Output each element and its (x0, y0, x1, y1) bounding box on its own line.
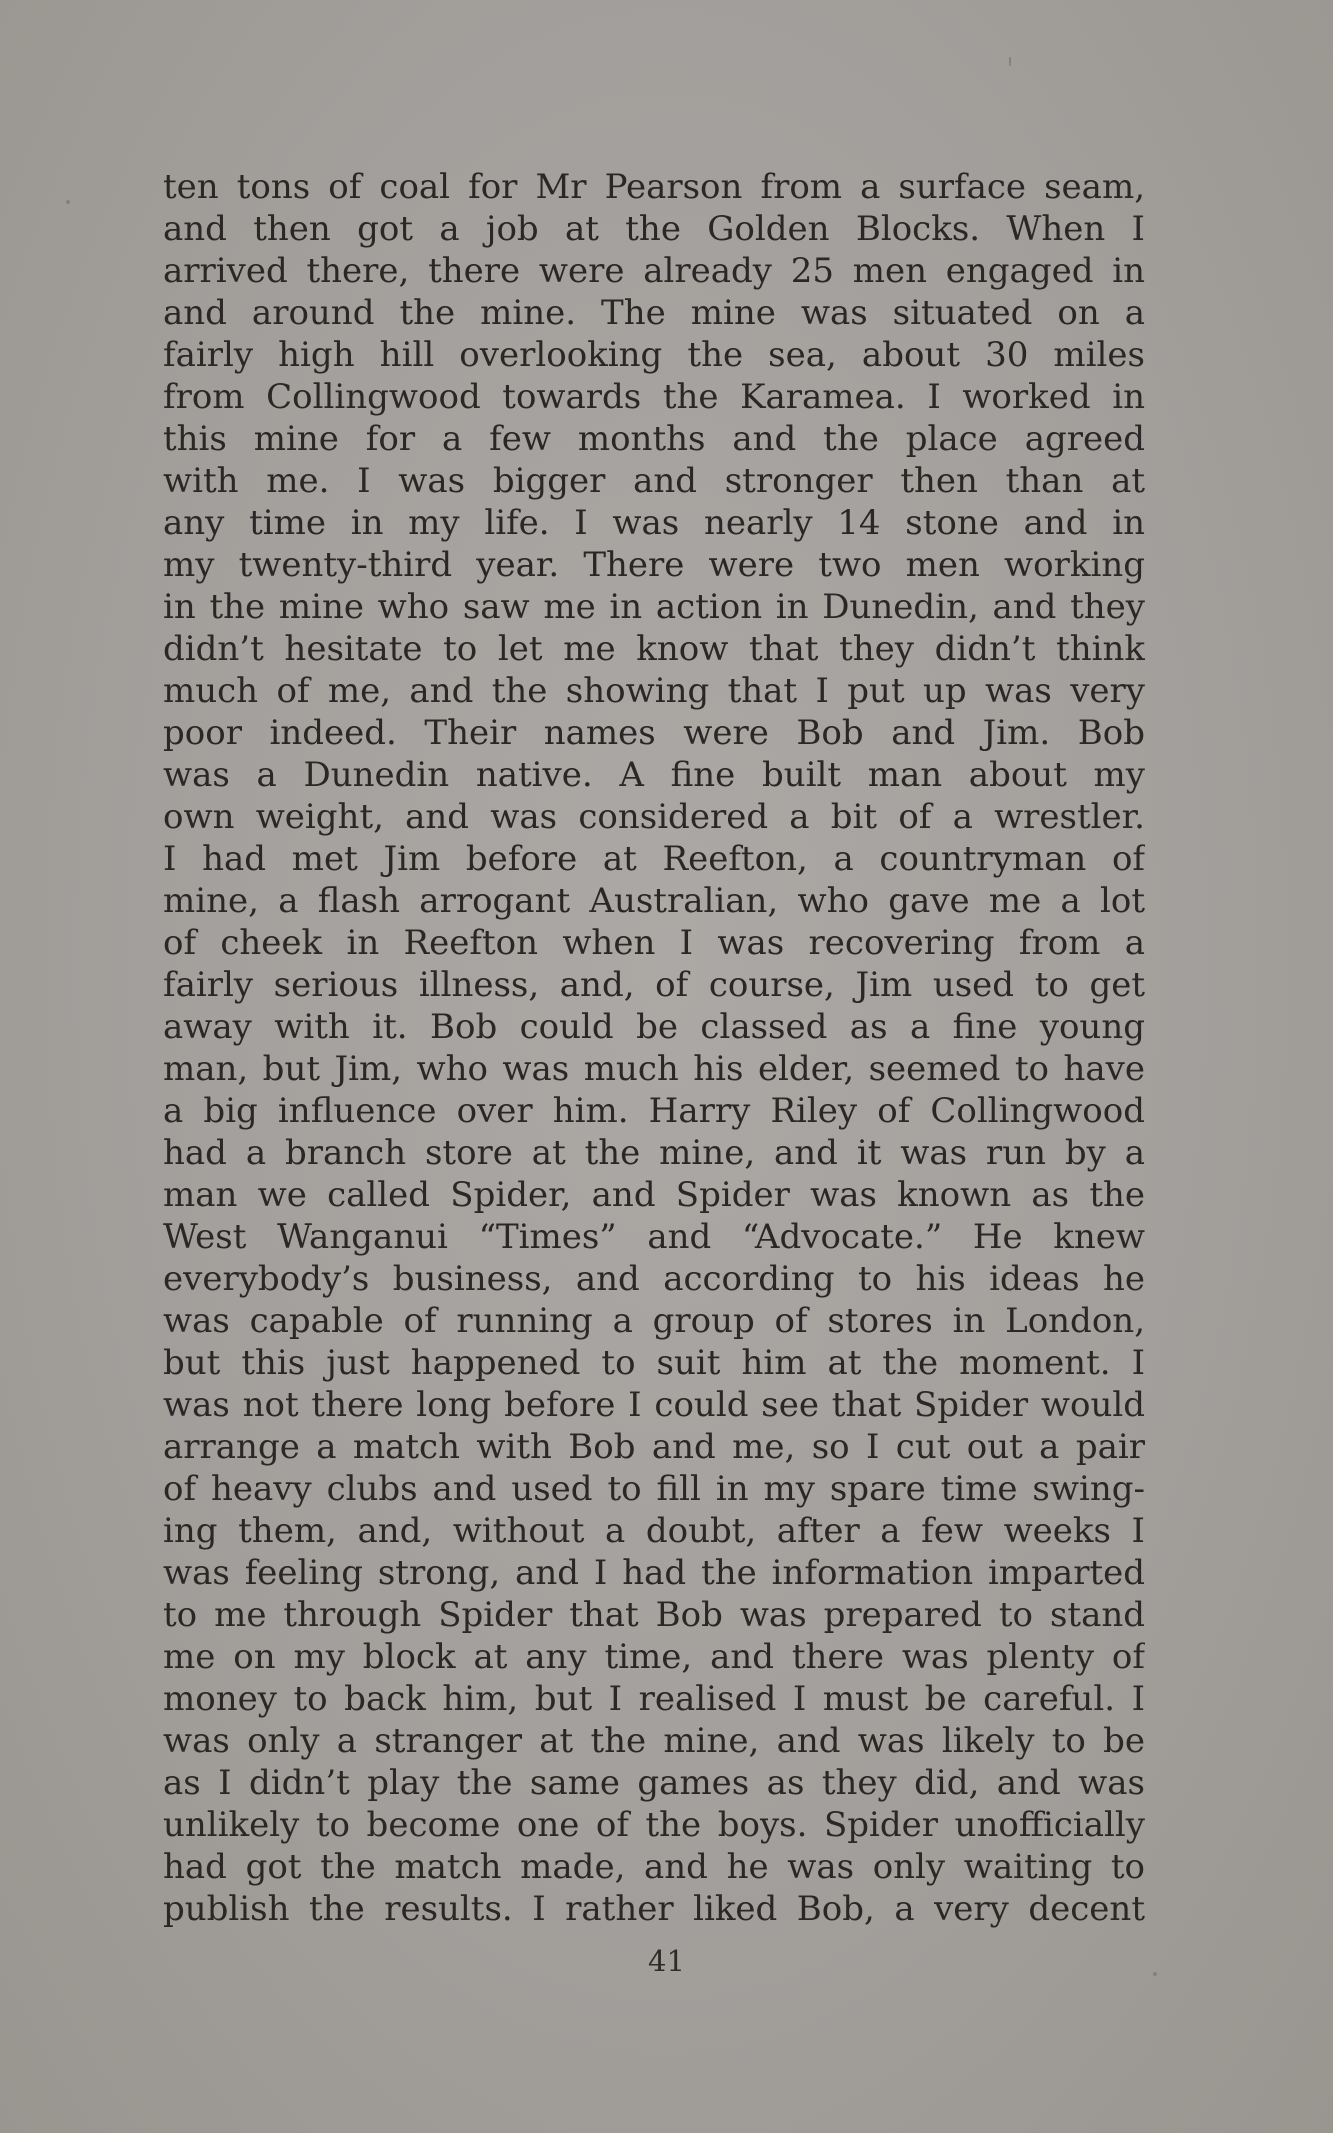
text-line: poor indeed. Their names were Bob and Jim. Bob (163, 713, 1145, 753)
text-line: was feeling strong, and I had the information imparted (163, 1553, 1145, 1593)
text-line: was not there long before I could see that Spider would (163, 1385, 1145, 1425)
text-line: of heavy clubs and used to fill in my spare time swing- (163, 1469, 1145, 1509)
body-text (163, 166, 1145, 1930)
text-line: own weight, and was considered a bit of a wrestler. (163, 797, 1145, 837)
text-line: mine, a flash arrogant Australian, who gave me a lot (163, 881, 1145, 921)
text-line: but this just happened to suit him at the moment. I (163, 1343, 1145, 1383)
text-line: in the mine who saw me in action in Dunedin, and they (163, 587, 1145, 627)
paper-speck (1009, 57, 1011, 66)
text-line: fairly high hill overlooking the sea, about 30 miles (163, 335, 1145, 375)
text-line: everybody’s business, and according to his ideas he (163, 1259, 1145, 1299)
text-line: and around the mine. The mine was situated on a (163, 293, 1145, 333)
text-line: unlikely to become one of the boys. Spider unofficially (163, 1805, 1145, 1845)
text-line: didn’t hesitate to let me know that they didn’t think (163, 629, 1145, 669)
text-line: away with it. Bob could be classed as a fine young (163, 1007, 1145, 1047)
page-number: 41 (648, 1944, 685, 1978)
text-line: was a Dunedin native. A fine built man about my (163, 755, 1145, 795)
text-line: fairly serious illness, and, of course, Jim used to get (163, 965, 1145, 1005)
text-line: had got the match made, and he was only waiting to (163, 1847, 1145, 1887)
text-line: from Collingwood towards the Karamea. I worked in (163, 377, 1145, 417)
text-line: any time in my life. I was nearly 14 stone and in (163, 503, 1145, 543)
text-line: arrange a match with Bob and me, so I cut out a pair (163, 1427, 1145, 1467)
text-line: ing them, and, without a doubt, after a few weeks I (163, 1511, 1145, 1551)
text-line: this mine for a few months and the place agreed (163, 419, 1145, 459)
text-line: man, but Jim, who was much his elder, seemed to have (163, 1049, 1145, 1089)
text-line: publish the results. I rather liked Bob, a very decent (163, 1889, 1145, 1929)
text-line: me on my block at any time, and there was plenty of (163, 1637, 1145, 1677)
paper-speck (66, 200, 70, 204)
text-line: was only a stranger at the mine, and was likely to be (163, 1721, 1145, 1761)
text-line: to me through Spider that Bob was prepared to stand (163, 1595, 1145, 1635)
text-line: West Wanganui “Times” and “Advocate.” He knew (163, 1217, 1145, 1257)
text-line: as I didn’t play the same games as they did, and was (163, 1763, 1145, 1803)
text-line: I had met Jim before at Reefton, a countryman of (163, 839, 1145, 879)
text-line: a big influence over him. Harry Riley of Collingwood (163, 1091, 1145, 1131)
text-line: of cheek in Reefton when I was recovering from a (163, 923, 1145, 963)
text-line: man we called Spider, and Spider was known as the (163, 1175, 1145, 1215)
text-line: with me. I was bigger and stronger then than at (163, 461, 1145, 501)
text-line: much of me, and the showing that I put up was very (163, 671, 1145, 711)
text-line: and then got a job at the Golden Blocks. When I (163, 209, 1145, 249)
text-line: my twenty-third year. There were two men working (163, 545, 1145, 585)
text-line: ten tons of coal for Mr Pearson from a surface seam, (163, 167, 1145, 207)
text-line: had a branch store at the mine, and it was run by a (163, 1133, 1145, 1173)
text-line: arrived there, there were already 25 men engaged in (163, 251, 1145, 291)
text-line: money to back him, but I realised I must be careful. I (163, 1679, 1145, 1719)
text-line: was capable of running a group of stores in London, (163, 1301, 1145, 1341)
